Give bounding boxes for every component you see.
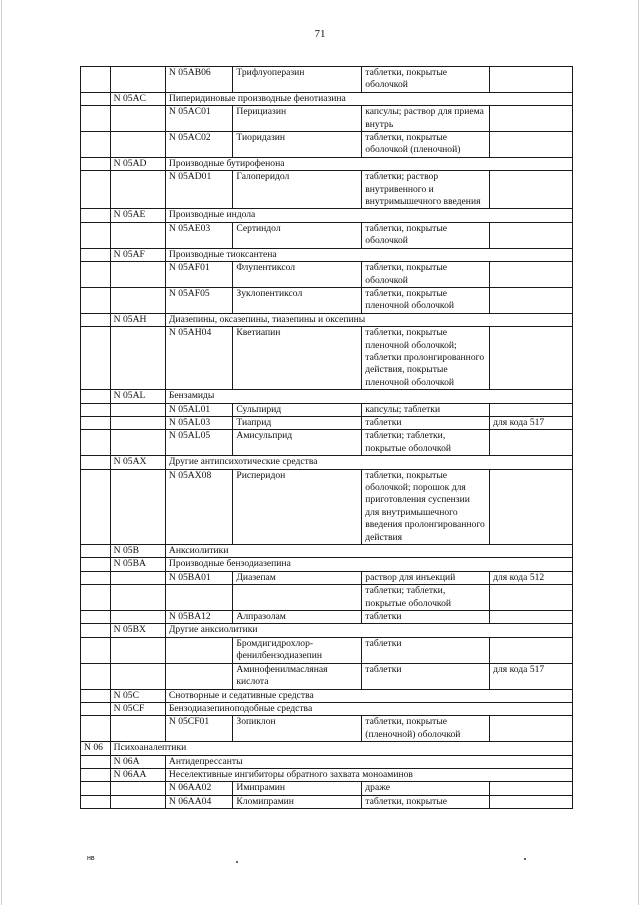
table-cell-c3: N 05AL03 [165, 416, 233, 429]
table-cell-c3: N 06AA02 [165, 782, 233, 795]
table-cell-c1: N 06 [81, 742, 111, 755]
table-cell-title: Производные тиоксантена [165, 248, 572, 261]
table-row [81, 157, 573, 170]
footer-mark: нв [87, 855, 95, 862]
table-row [81, 663, 573, 689]
table-cell-c6 [490, 106, 573, 132]
table-cell-c6 [490, 67, 573, 93]
table-cell-c1 [81, 106, 111, 132]
table-row [81, 222, 573, 248]
table-cell-c1 [81, 171, 111, 209]
table-cell-c2 [110, 132, 165, 158]
table-row [81, 637, 573, 663]
table-row [81, 92, 573, 105]
table-cell-c1 [81, 430, 111, 456]
table-cell-title: Пиперидиновые производные фенотиазина [165, 92, 572, 105]
table-cell-c6 [490, 469, 573, 544]
table-cell-title: Антидепрессанты [165, 755, 572, 768]
table-cell-c1 [81, 768, 111, 781]
table-cell-c6 [490, 222, 573, 248]
table-cell-c3: N 05AC01 [165, 106, 233, 132]
table-row [81, 624, 573, 637]
table-cell-c6 [490, 716, 573, 742]
table-cell-c2 [110, 716, 165, 742]
table-cell-c2: N 05AC [110, 92, 165, 105]
table-cell-c2 [110, 327, 165, 390]
table-cell-c4: Флупентиксол [233, 262, 362, 288]
table-cell-c5: таблетки, покрытые оболочкой [362, 262, 490, 288]
table-cell-c6 [490, 132, 573, 158]
table-cell-c1 [81, 469, 111, 544]
table-cell-c5: таблетки, покрытые [362, 795, 490, 808]
table-cell-c2 [110, 795, 165, 808]
table-cell-c3: N 05AD01 [165, 171, 233, 209]
table-row [81, 571, 573, 584]
table-cell-c1 [81, 624, 111, 637]
table-cell-c1 [81, 702, 111, 715]
scan-speck [524, 858, 526, 860]
table-cell-c2: N 06A [110, 755, 165, 768]
table-cell-c3 [165, 637, 233, 663]
table-cell-c2 [110, 637, 165, 663]
table-cell-c2 [110, 585, 165, 611]
scan-speck [236, 861, 238, 863]
table-cell-c3: N 05BA12 [165, 611, 233, 624]
table-cell-c1 [81, 585, 111, 611]
scan-edge-right [638, 0, 639, 905]
table-cell-c5: таблетки, покрытые оболочкой; порошок для приготовления суспензии для внутримышечного введения пролонгированного действия [362, 469, 490, 544]
table-row [81, 327, 573, 390]
table-row [81, 782, 573, 795]
table-row [81, 430, 573, 456]
table-cell-c2: N 05AF [110, 248, 165, 261]
table-cell-c2 [110, 222, 165, 248]
table-cell-c1 [81, 456, 111, 469]
table-cell-c4: Тиоридазин [233, 132, 362, 158]
table-cell-c1 [81, 209, 111, 222]
table-cell-title: Бензамиды [165, 390, 572, 403]
table-cell-title: Производные бутирофенона [165, 157, 572, 170]
table-row [81, 390, 573, 403]
table-cell-c1 [81, 689, 111, 702]
table-cell-c3: N 05AH04 [165, 327, 233, 390]
table-cell-c1 [81, 132, 111, 158]
table-cell-c5: раствор для инъекций [362, 571, 490, 584]
table-row [81, 689, 573, 702]
table-cell-c2 [110, 571, 165, 584]
table-cell-c6 [490, 327, 573, 390]
table-cell-c4: Имипрамин [233, 782, 362, 795]
table-row [81, 742, 573, 755]
table-cell-c5: таблетки; таблетки, покрытые оболочкой [362, 430, 490, 456]
table-cell-c1 [81, 313, 111, 326]
table-row [81, 171, 573, 209]
table-row [81, 585, 573, 611]
table-cell-c4: Амисульприд [233, 430, 362, 456]
table-cell-c1 [81, 782, 111, 795]
table-cell-c2 [110, 416, 165, 429]
table-cell-c4: Сертиндол [233, 222, 362, 248]
table-cell-c6 [490, 171, 573, 209]
table-cell-c2: N 05CF [110, 702, 165, 715]
table-cell-c2 [110, 106, 165, 132]
table-row [81, 209, 573, 222]
table-row [81, 313, 573, 326]
table-cell-c5: таблетки, покрытые оболочкой (пленочной) [362, 132, 490, 158]
table-row [81, 67, 573, 93]
table-cell-c4: Зуклопентиксол [233, 287, 362, 313]
table-row [81, 702, 573, 715]
table-cell-c2: N 05BX [110, 624, 165, 637]
table-cell-c3: N 05AL05 [165, 430, 233, 456]
table-cell-c6 [490, 403, 573, 416]
table-cell-c1 [81, 287, 111, 313]
scan-edge-left [1, 0, 2, 905]
table-cell-c3: N 06AA04 [165, 795, 233, 808]
table-cell-c1 [81, 545, 111, 558]
table-cell-c1 [81, 611, 111, 624]
table-cell-c5: таблетки [362, 416, 490, 429]
table-cell-c1 [81, 157, 111, 170]
table-cell-c4: Аминофенилмасляная кислота [233, 663, 362, 689]
table-cell-c1 [81, 637, 111, 663]
table-cell-c6 [490, 585, 573, 611]
table-row [81, 403, 573, 416]
table-row [81, 611, 573, 624]
table-cell-c2 [110, 430, 165, 456]
table-cell-c2: N 05AE [110, 209, 165, 222]
table-cell-c2: N 05AD [110, 157, 165, 170]
table-cell-c3: N 05BA01 [165, 571, 233, 584]
table-cell-c1 [81, 248, 111, 261]
table-cell-c1 [81, 755, 111, 768]
table-cell-c1 [81, 716, 111, 742]
table-cell-title: Диазепины, оксазепины, тиазепины и оксепины [165, 313, 572, 326]
table-cell-c6 [490, 782, 573, 795]
table-cell-c1 [81, 403, 111, 416]
table-cell-title: Производные бензодиазепина [165, 558, 572, 571]
table-cell-c2: N 06AA [110, 768, 165, 781]
table-cell-c4: Рисперидон [233, 469, 362, 544]
table-cell-c4: Кветиапин [233, 327, 362, 390]
table-cell-c1 [81, 558, 111, 571]
page-number: 71 [314, 28, 326, 40]
table-cell-c2: N 05BA [110, 558, 165, 571]
table-cell-c2 [110, 67, 165, 93]
table-cell-c4: Зопиклон [233, 716, 362, 742]
table-cell-c6: для кода 517 [490, 416, 573, 429]
table-cell-title: Бензодиазепиноподобные средства [165, 702, 572, 715]
table-row [81, 755, 573, 768]
table-cell-title: Другие антипсихотические средства [165, 456, 572, 469]
table-cell-c5: таблетки [362, 663, 490, 689]
table-cell-c1 [81, 92, 111, 105]
table-cell-c4: Бромдигидрохлор-фенилбензодиазепин [233, 637, 362, 663]
drug-table-body [81, 67, 573, 809]
table-cell-c5: таблетки [362, 637, 490, 663]
table-cell-c3: N 05CF01 [165, 716, 233, 742]
table-cell-c2: N 05B [110, 545, 165, 558]
table-row [81, 262, 573, 288]
table-cell-c6 [490, 637, 573, 663]
table-cell-c5: таблетки, покрытые (пленочной) оболочкой [362, 716, 490, 742]
table-cell-c5: таблетки [362, 611, 490, 624]
table-cell-c6 [490, 430, 573, 456]
table-cell-c4: Трифлуоперазин [233, 67, 362, 93]
table-cell-c2 [110, 782, 165, 795]
table-cell-c1 [81, 67, 111, 93]
table-cell-c4: Алпразолам [233, 611, 362, 624]
table-cell-title: Другие анксиолитики [165, 624, 572, 637]
table-cell-c6 [490, 795, 573, 808]
table-row [81, 558, 573, 571]
table-cell-c5: таблетки, покрытые пленочной оболочкой [362, 287, 490, 313]
table-cell-c4 [233, 585, 362, 611]
table-cell-c5: таблетки; таблетки, покрытые оболочкой [362, 585, 490, 611]
table-cell-c3: N 05AE03 [165, 222, 233, 248]
table-row [81, 248, 573, 261]
table-cell-title: Неселективные ингибиторы обратного захвата моноаминов [165, 768, 572, 781]
table-cell-c5: капсулы; раствор для приема внутрь [362, 106, 490, 132]
table-cell-c5: таблетки, покрытые пленочной оболочкой; таблетки пролонгированного действия, покрытые пленочной оболочкой [362, 327, 490, 390]
table-cell-title: Снотворные и седативные средства [165, 689, 572, 702]
table-cell-c1 [81, 416, 111, 429]
table-cell-c1 [81, 327, 111, 390]
table-cell-c4: Перициазин [233, 106, 362, 132]
table-row [81, 287, 573, 313]
table-cell-c2: N 05AX [110, 456, 165, 469]
table-cell-c2 [110, 262, 165, 288]
table-row [81, 795, 573, 808]
table-cell-c3: N 05AB06 [165, 67, 233, 93]
table-cell-c2 [110, 287, 165, 313]
table-cell-c2: N 05AH [110, 313, 165, 326]
table-cell-c2: N 05AL [110, 390, 165, 403]
table-cell-c1 [81, 571, 111, 584]
table-cell-c3: N 05AF05 [165, 287, 233, 313]
table-cell-c2: N 05C [110, 689, 165, 702]
table-row [81, 716, 573, 742]
table-cell-c1 [81, 262, 111, 288]
table-cell-c6 [490, 262, 573, 288]
table-cell-c2 [110, 171, 165, 209]
table-cell-c6: для кода 517 [490, 663, 573, 689]
table-cell-c4: Сульпирид [233, 403, 362, 416]
table-cell-c6 [490, 611, 573, 624]
table-row [81, 469, 573, 544]
table-row [81, 768, 573, 781]
table-cell-c3: N 05AF01 [165, 262, 233, 288]
table-cell-title: Производные индола [165, 209, 572, 222]
table-cell-c3: N 05AL01 [165, 403, 233, 416]
table-row [81, 106, 573, 132]
table-cell-c2 [110, 469, 165, 544]
table-row [81, 132, 573, 158]
drug-table [80, 66, 573, 809]
table-cell-c2 [110, 403, 165, 416]
table-cell-c1 [81, 390, 111, 403]
table-cell-title1: Психоаналептики [110, 742, 572, 755]
table-cell-c4: Тиаприд [233, 416, 362, 429]
table-cell-c4: Галоперидол [233, 171, 362, 209]
table-cell-c1 [81, 222, 111, 248]
table-cell-c5: драже [362, 782, 490, 795]
table-cell-c3 [165, 663, 233, 689]
table-cell-c5: таблетки, покрытые оболочкой [362, 222, 490, 248]
table-cell-c5: капсулы; таблетки [362, 403, 490, 416]
table-cell-title: Анксиолитики [165, 545, 572, 558]
table-cell-c2 [110, 611, 165, 624]
table-cell-c5: таблетки; раствор внутривенного и внутримышечного введения [362, 171, 490, 209]
table-cell-c3 [165, 585, 233, 611]
table-cell-c1 [81, 663, 111, 689]
table-cell-c6: для кода 512 [490, 571, 573, 584]
table-row [81, 545, 573, 558]
table-row [81, 456, 573, 469]
table-cell-c1 [81, 795, 111, 808]
table-cell-c3: N 05AC02 [165, 132, 233, 158]
table-cell-c2 [110, 663, 165, 689]
table-cell-c6 [490, 287, 573, 313]
table-cell-c3: N 05AX08 [165, 469, 233, 544]
table-cell-c4: Диазепам [233, 571, 362, 584]
table-cell-c4: Кломипрамин [233, 795, 362, 808]
table-row [81, 416, 573, 429]
table-cell-c5: таблетки, покрытые оболочкой [362, 67, 490, 93]
